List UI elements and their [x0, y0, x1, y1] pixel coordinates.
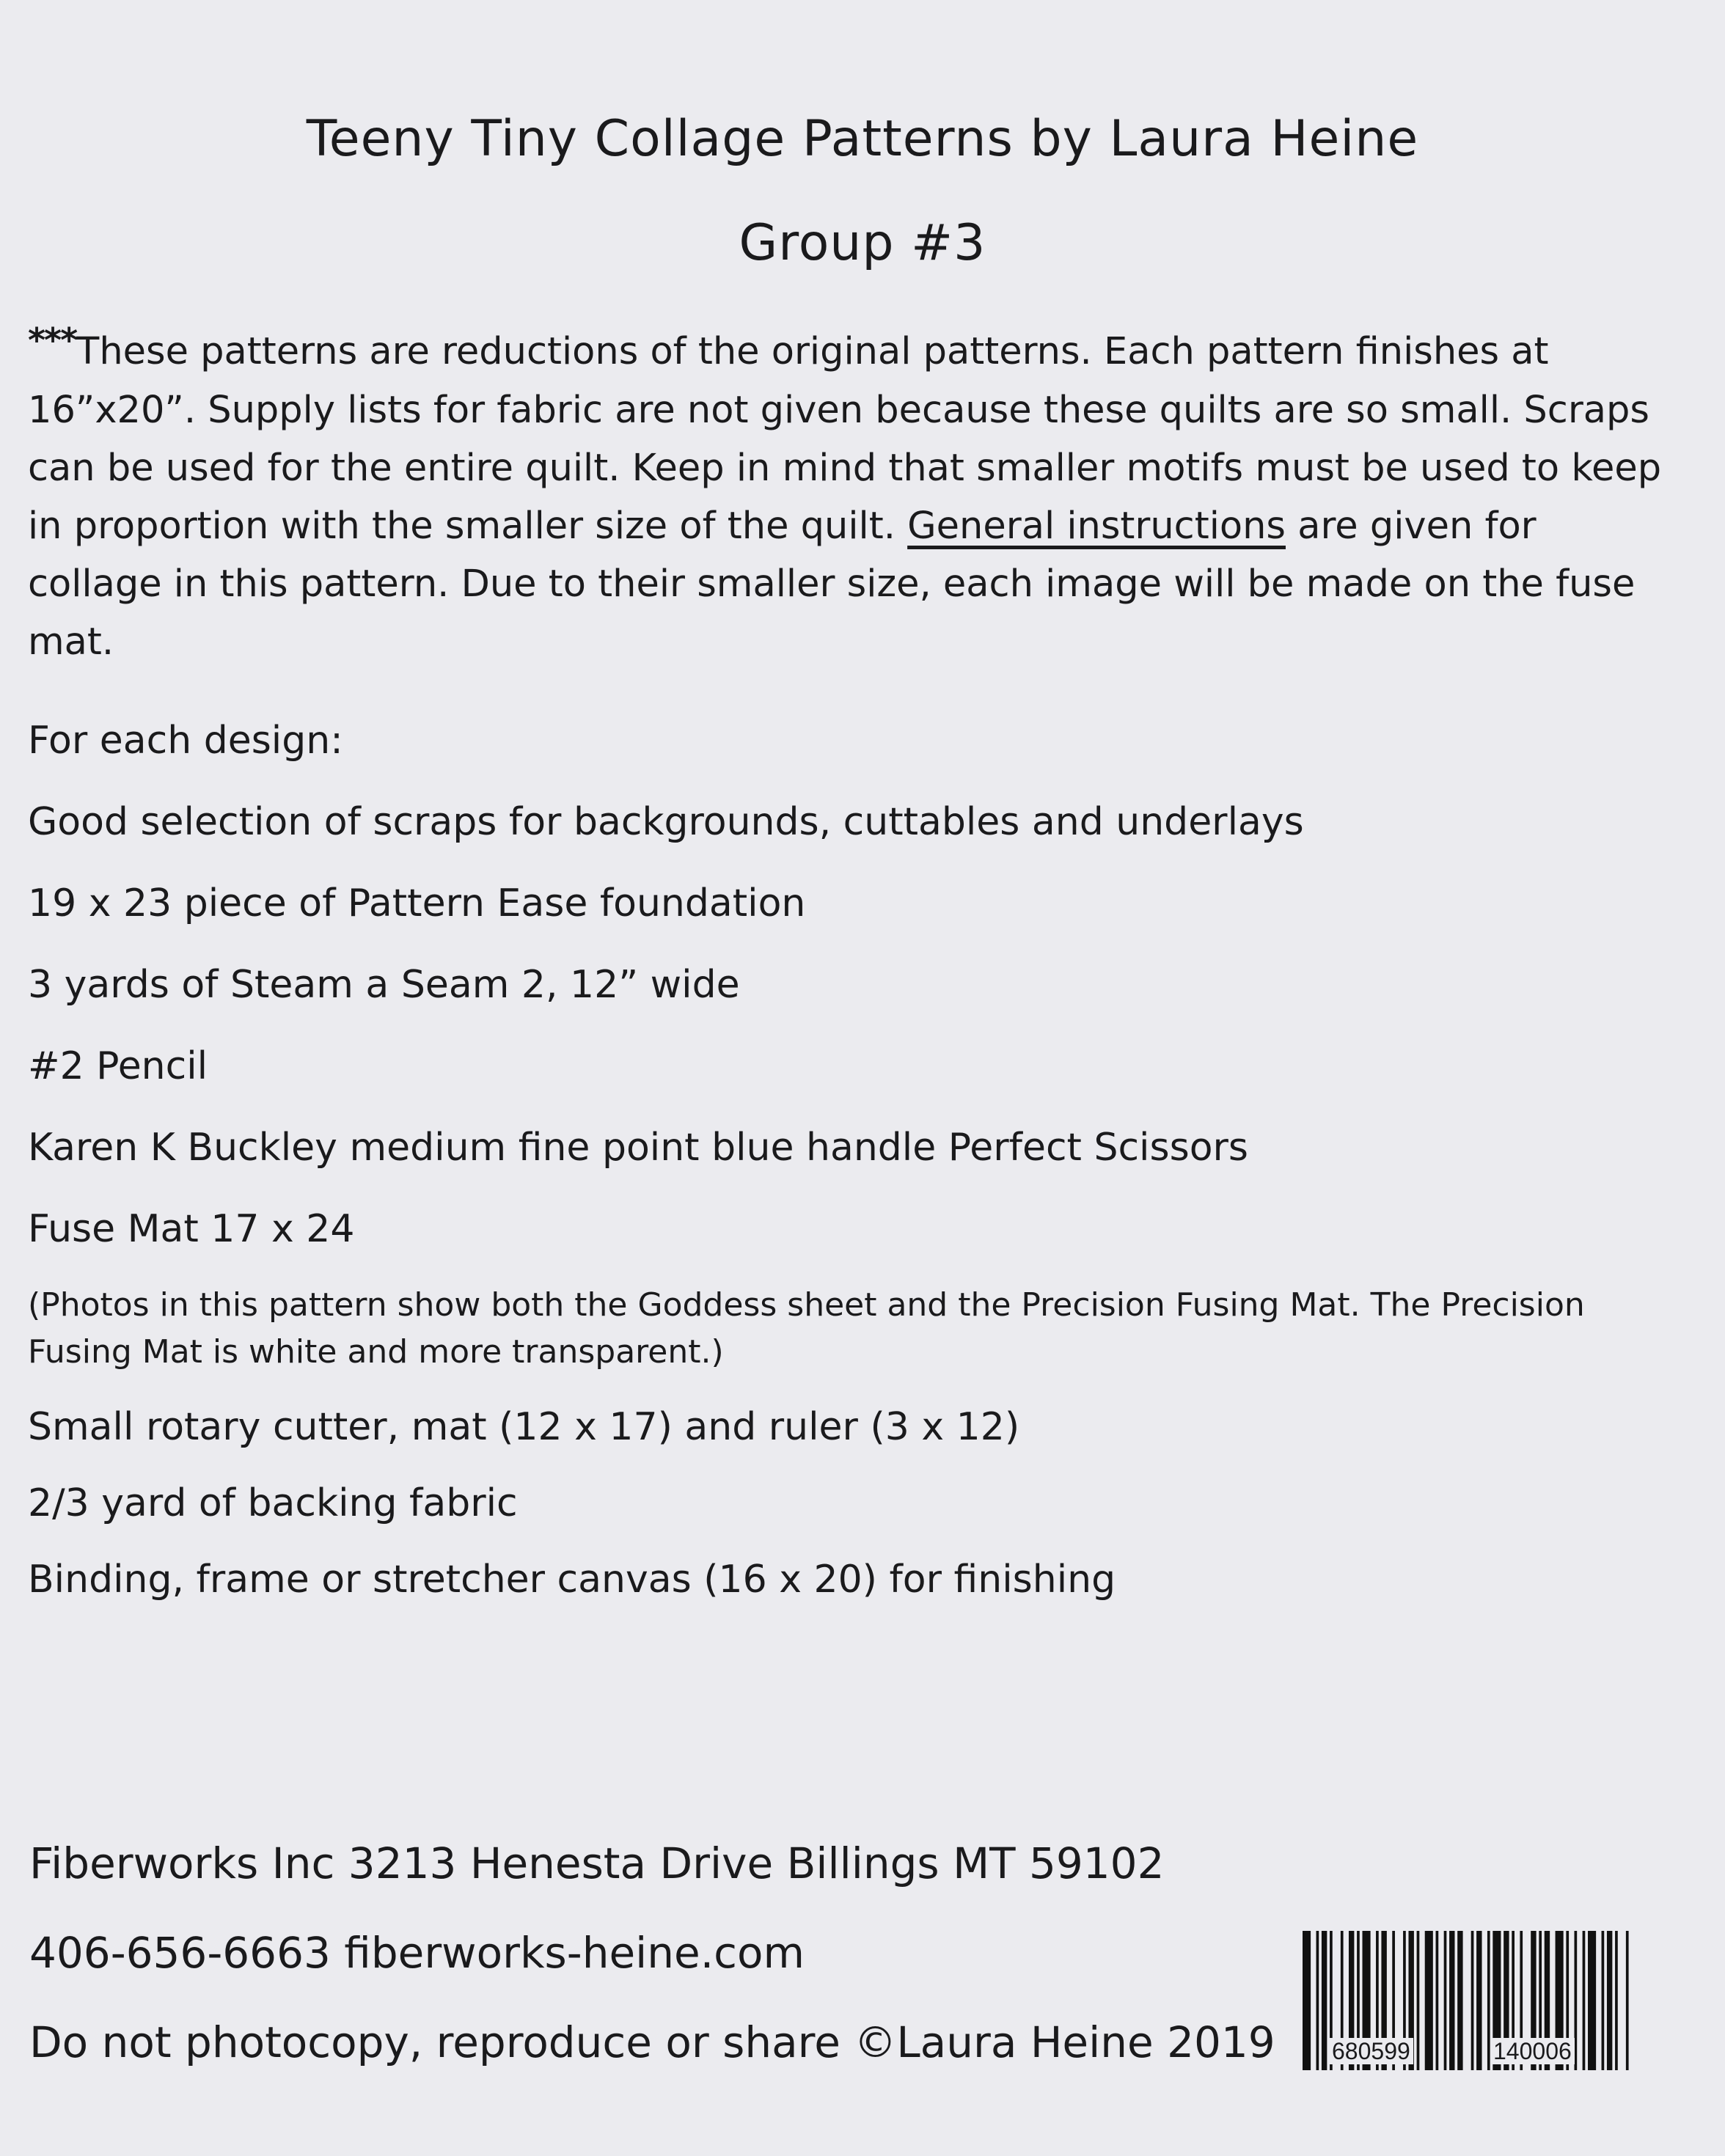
supply-note: (Photos in this pattern show both the Goddess sheet and the Precision Fusing Mat. The Precision Fusing Mat is white and more transparent.) [28, 1286, 1585, 1371]
barcode-bar [1436, 1931, 1439, 2070]
barcode-bar [1303, 1931, 1311, 2070]
barcode-bar [1476, 1931, 1482, 2070]
barcode-right-digits: 140006 [1490, 2038, 1575, 2064]
barcode-bar [1574, 1931, 1577, 2070]
publisher-contact: 406-656-6663 fiberworks-heine.com [29, 1928, 805, 1978]
title-line-1: Teeny Tiny Collage Patterns by Laura Heine [306, 110, 1419, 168]
supply-list [28, 700, 1685, 1618]
supply-item: 2/3 yard of backing fabric [28, 1481, 518, 1525]
supply-item: #2 Pencil [28, 1044, 208, 1088]
general-instructions-reference: General instructions [907, 505, 1286, 548]
barcode-bar [1457, 1931, 1462, 2070]
barcode-bar [1417, 1931, 1420, 2070]
supply-item: Fuse Mat 17 x 24 [28, 1207, 355, 1251]
barcode-bar [1322, 1931, 1327, 2070]
barcode-bar [1425, 1931, 1433, 2070]
intro-paragraph [28, 320, 1671, 671]
barcode-bar [1626, 1931, 1629, 2070]
barcode-bar [1471, 1931, 1474, 2070]
supply-item: 19 x 23 piece of Pattern Ease foundation [28, 881, 806, 925]
barcode-bar [1607, 1931, 1612, 2070]
barcode-bar [1602, 1931, 1605, 2070]
barcode-bar [1444, 1931, 1447, 2070]
barcode [1303, 1931, 1634, 2070]
publisher-footer [29, 1819, 1275, 2087]
publisher-address: Fiberworks Inc 3213 Henesta Drive Billings MT 59102 [29, 1838, 1165, 1888]
barcode-bar [1316, 1931, 1319, 2070]
supply-item: 3 yards of Steam a Seam 2, 12” wide [28, 963, 740, 1007]
barcode-left-digits: 680599 [1329, 2038, 1413, 2064]
intro-text-start: These patterns are reductions of the original patterns. Each pattern finishes at 16”x20”. Supply lists for fabric are not given because these quilts are so small. Scraps can be used for the entire quilt. Keep in mind that smaller motifs must be used to keep in proportion with the smaller size of the quilt. [28, 330, 1662, 548]
supply-item: Good selection of scraps for backgrounds, cuttables and underlays [28, 800, 1304, 844]
supply-item: Small rotary cutter, mat (12 x 17) and ruler (3 x 12) [28, 1405, 1020, 1449]
barcode-bar [1615, 1931, 1618, 2070]
title-line-2: Group #3 [739, 214, 986, 272]
supply-item: Binding, frame or stretcher canvas (16 x 20) for finishing [28, 1558, 1116, 1602]
supply-list-heading: For each design: [28, 719, 343, 763]
supply-item: Karen K Buckley medium fine point blue handle Perfect Scissors [28, 1126, 1248, 1170]
copyright-notice: Do not photocopy, reproduce or share ©Laura Heine 2019 [29, 2017, 1275, 2067]
barcode-bar [1588, 1931, 1596, 2070]
barcode-bar [1449, 1931, 1454, 2070]
barcode-bar [1583, 1931, 1586, 2070]
intro-text-end: are given for collage in this pattern. Due to their smaller size, each image will be made on the fuse mat. [28, 505, 1636, 664]
asterisks: *** [28, 320, 77, 360]
